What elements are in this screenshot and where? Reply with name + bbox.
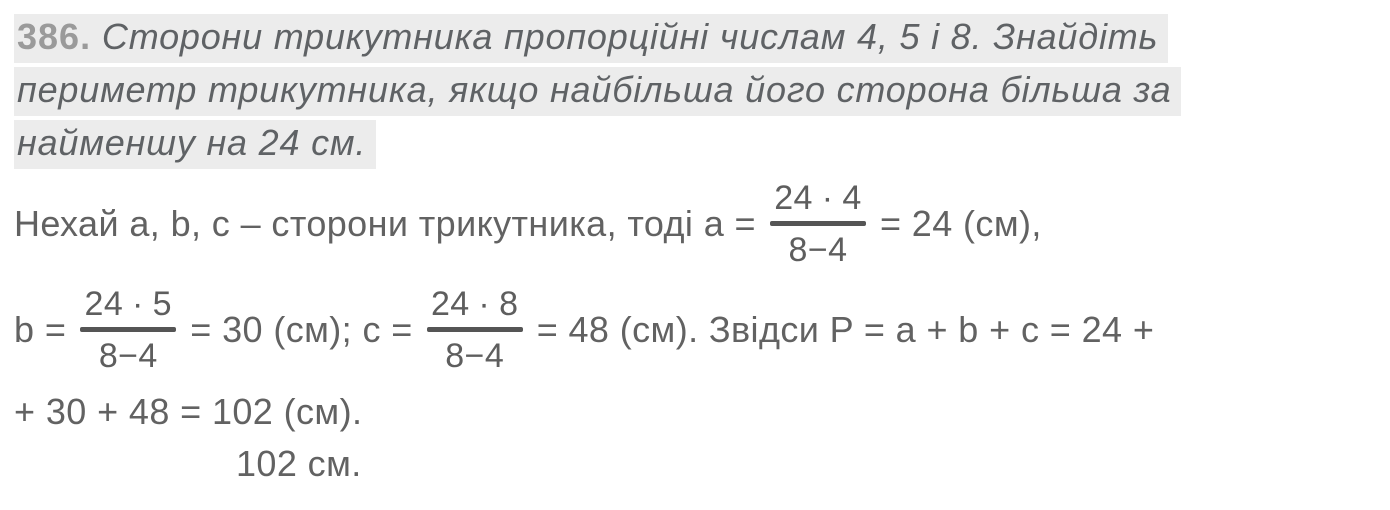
solution-text-pre: Нехай a, b, c – сторони трикутника, тоді a = xyxy=(14,203,756,244)
solution-line-bc xyxy=(14,277,1380,383)
problem-line-text: периметр трикутника, якщо найбільша його сторона більша за xyxy=(17,69,1172,110)
problem-line-text: найменшу на 24 см. xyxy=(17,122,367,163)
problem-number: 386. xyxy=(17,16,92,57)
fraction-b xyxy=(80,284,176,376)
fraction-a xyxy=(770,178,866,270)
solution-text-pre: b = xyxy=(14,309,67,350)
fraction-denominator: 8−4 xyxy=(788,231,848,269)
solution-line-sum: + 30 + 48 = 102 (см). xyxy=(14,391,363,432)
problem-line xyxy=(14,118,1380,168)
problem-line xyxy=(14,65,1380,115)
problem-statement xyxy=(14,12,1380,168)
fraction-bar xyxy=(427,327,523,332)
highlighted-text xyxy=(14,67,1181,116)
fraction-bar xyxy=(80,327,176,332)
fraction-c xyxy=(427,284,523,376)
problem-line-text: Сторони трикутника пропорційні числам 4, 5 і 8. Знайдіть xyxy=(101,16,1159,57)
fraction-numerator: 24 ∙ 4 xyxy=(774,179,862,217)
solution-text-post: = 48 (см). Звідси P = a + b + c = 24 + xyxy=(536,309,1155,350)
fraction-denominator: 8−4 xyxy=(98,337,158,375)
problem-line xyxy=(14,12,1380,62)
solution-text-post: = 24 (см), xyxy=(879,203,1042,244)
fraction-numerator: 24 ∙ 8 xyxy=(430,285,519,323)
final-answer: 102 см. xyxy=(236,443,362,484)
fraction-bar xyxy=(770,221,866,226)
solution-text-mid: = 30 (см); c = xyxy=(190,309,413,350)
solution xyxy=(14,171,1380,489)
highlighted-text xyxy=(14,14,1168,63)
fraction-denominator: 8−4 xyxy=(445,337,505,375)
highlighted-text xyxy=(14,120,376,169)
fraction-numerator: 24 ∙ 5 xyxy=(84,285,172,323)
solution-line-a xyxy=(14,171,1380,277)
